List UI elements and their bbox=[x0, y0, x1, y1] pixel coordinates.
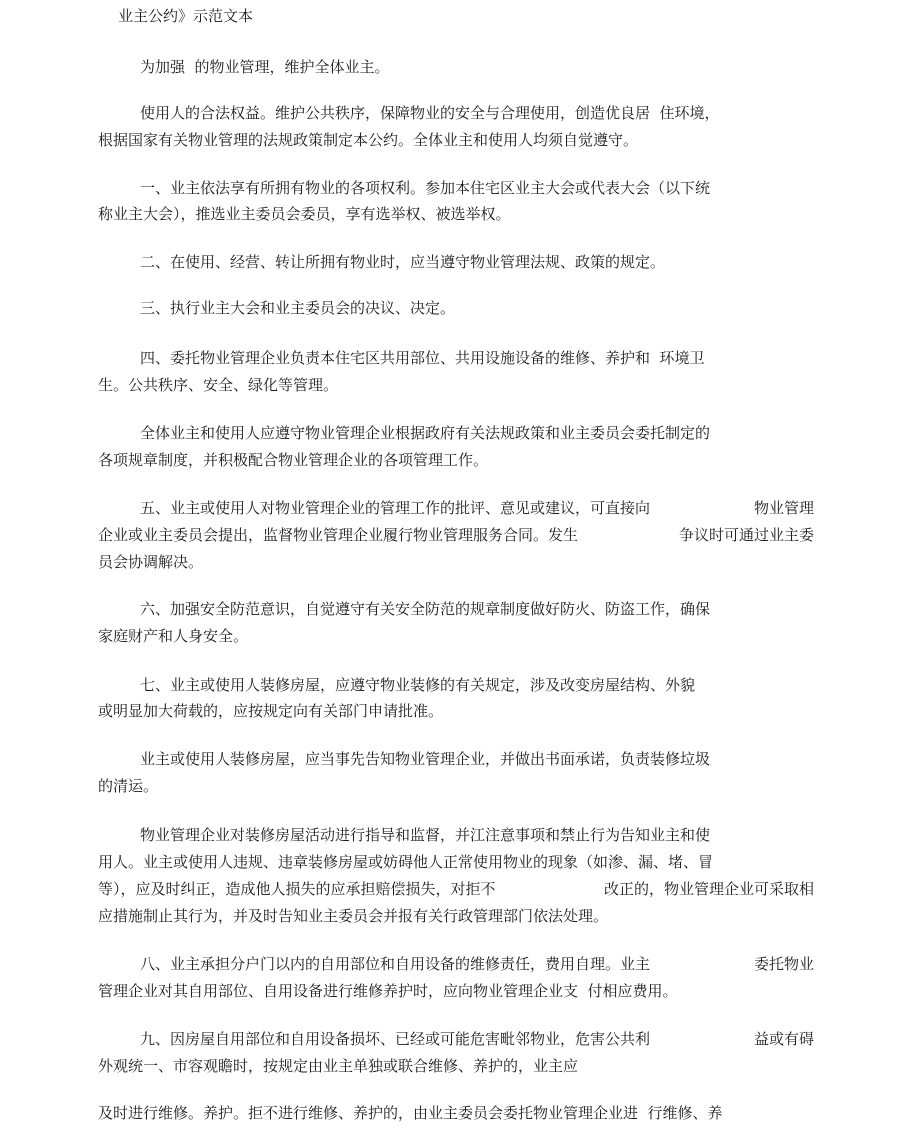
text-segment: 益或有碍 bbox=[753, 1030, 814, 1048]
text-line: 六、加强安全防范意识，自觉遵守有关安全防范的规章制度做好防火、防盗工作，确保 bbox=[140, 600, 711, 618]
text-line: 全体业主和使用人应遵守物业管理企业根据政府有关法规政策和业主委员会委托制定的 bbox=[140, 424, 711, 442]
text-line: 及时进行维修。养护。拒不进行维修、养护的，由业主委员会委托物业管理企业进 行维修、养 bbox=[98, 1104, 723, 1122]
text-line: 称业主大会），推选业主委员会委员，享有选举权、被选举权。 bbox=[98, 205, 511, 223]
text-segment: 九、因房屋自用部位和自用设备损坏、已经或可能危害毗邻物业，危害公共利 bbox=[140, 1030, 651, 1048]
text-segment: 委托物业 bbox=[753, 955, 814, 973]
text-line: 二、在使用、经营、转让所拥有物业时，应当遵守物业管理法规、政策的规定。 bbox=[140, 253, 666, 271]
text-line: 物业管理企业对装修房屋活动进行指导和监督，并江注意事项和禁止行为告知业主和使 bbox=[140, 826, 711, 844]
text-line: 三、执行业主大会和业主委员会的决议、决定。 bbox=[140, 299, 456, 317]
text-line: 生。公共秩序、安全、绿化等管理。 bbox=[98, 376, 339, 394]
text-segment: 五、业主或使用人对物业管理企业的管理工作的批评、意见或建议，可直接向 bbox=[140, 499, 651, 517]
text-segment: 八、业主承担分户门以内的自用部位和自用设备的维修责任，费用自理。业主 bbox=[140, 955, 651, 973]
text-line bbox=[140, 498, 814, 518]
text-segment: 等），应及时纠正，造成他人损失的应承担赔偿损失，对拒不 bbox=[98, 880, 496, 898]
text-segment: 改正的，物业管理企业可采取相 bbox=[603, 880, 814, 898]
document-title: 业主公约》示范文本 bbox=[118, 7, 254, 25]
text-line: 的清运。 bbox=[98, 777, 159, 795]
text-line: 七、业主或使用人装修房屋，应遵守物业装修的有关规定，涉及改变房屋结构、外貌 bbox=[140, 676, 696, 694]
text-segment: 物业管理 bbox=[753, 499, 814, 517]
text-segment: 争议时可通过业主委 bbox=[678, 526, 814, 544]
text-line bbox=[140, 954, 814, 974]
text-line: 外观统一、市容观瞻时，按规定由业主单独或联合维修、养护的，业主应 bbox=[98, 1057, 579, 1075]
text-line: 根据国家有关物业管理的法规政策制定本公约。全体业主和使用人均须自觉遵守。 bbox=[98, 131, 639, 149]
text-line: 使用人的合法权益。维护公共秩序，保障物业的安全与合理使用，创造优良居 住环境， bbox=[140, 104, 720, 122]
text-line: 四、委托物业管理企业负责本住宅区共用部位、共用设施设备的维修、养护和 环境卫 bbox=[140, 349, 705, 367]
text-line: 为加强 的物业管理，维护全体业主。 bbox=[140, 58, 390, 76]
text-line: 一、业主依法享有所拥有物业的各项权利。参加本住宅区业主大会或代表大会（以下统 bbox=[140, 179, 711, 197]
text-line: 业主或使用人装修房屋，应当事先告知物业管理企业，并做出书面承诺，负责装修垃圾 bbox=[140, 750, 711, 768]
text-line bbox=[98, 879, 814, 899]
text-line: 或明显加大荷载的，应按规定向有关部门申请批准。 bbox=[98, 702, 444, 720]
text-line: 管理企业对其自用部位、自用设备进行维修养护时，应向物业管理企业支 付相应费用。 bbox=[98, 982, 678, 1000]
text-line bbox=[98, 525, 814, 545]
text-line bbox=[140, 1029, 814, 1049]
text-line: 应措施制止其行为，并及时告知业主委员会并报有关行政管理部门依法处理。 bbox=[98, 907, 609, 925]
text-segment: 企业或业主委员会提出，监督物业管理企业履行物业管理服务合同。发生 bbox=[98, 526, 579, 544]
text-line: 各项规章制度，并积极配合物业管理企业的各项管理工作。 bbox=[98, 451, 489, 469]
text-line: 用人。业主或使用人违规、违章装修房屋或妨碍他人正常使用物业的现象（如渗、漏、堵、冒 bbox=[98, 853, 714, 871]
text-line: 家庭财产和人身安全。 bbox=[98, 627, 249, 645]
text-line: 员会协调解决。 bbox=[98, 553, 204, 571]
